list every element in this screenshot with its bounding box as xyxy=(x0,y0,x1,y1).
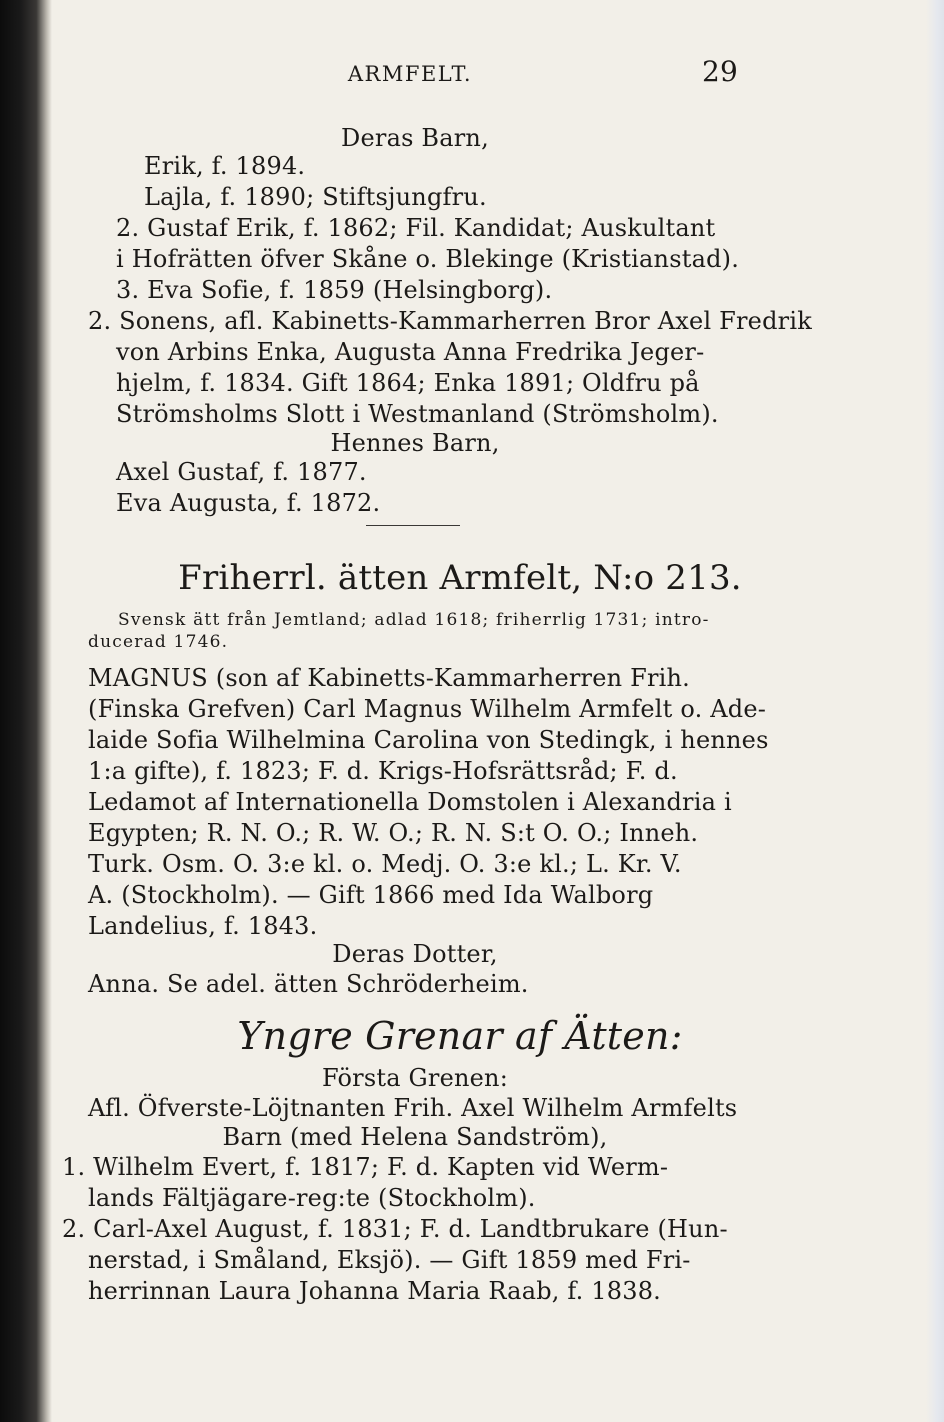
text-line: MAGNUS (son af Kabinetts-Kammarherren Frih. xyxy=(88,664,690,692)
text-line: hjelm, f. 1834. Gift 1864; Enka 1891; Oldfru på xyxy=(116,369,700,397)
text-line: Erik, f. 1894. xyxy=(144,152,306,180)
text-line: laide Sofia Wilhelmina Carolina von Stedingk, i hennes xyxy=(88,726,769,754)
text-line: Anna. Se adel. ätten Schröderheim. xyxy=(88,970,529,998)
text-line: Svensk ätt från Jemtland; adlad 1618; friherrlig 1731; intro- xyxy=(118,610,710,630)
text-line: nerstad, i Småland, Eksjö). — Gift 1859 med Fri- xyxy=(88,1246,691,1274)
section-heading: Deras Dotter, xyxy=(332,940,498,968)
page-number: 29 xyxy=(702,55,739,88)
text-line: ducerad 1746. xyxy=(88,632,229,652)
text-line: 2. Carl-Axel August, f. 1831; F. d. Landtbrukare (Hun- xyxy=(62,1215,728,1243)
text-line: A. (Stockholm). — Gift 1866 med Ida Walborg xyxy=(88,881,654,909)
section-heading: Barn (med Helena Sandström), xyxy=(222,1123,608,1151)
text-line: Landelius, f. 1843. xyxy=(88,912,318,940)
text-line: Axel Gustaf, f. 1877. xyxy=(116,458,367,486)
text-line: 2. Sonens, afl. Kabinetts-Kammarherren Bror Axel Fredrik xyxy=(88,307,812,335)
text-line: Lajla, f. 1890; Stiftsjungfru. xyxy=(144,183,487,211)
section-heading: Deras Barn, xyxy=(341,124,489,152)
page-title: Friherrl. ätten Armfelt, N:o 213. xyxy=(178,558,742,598)
section-heading: Första Grenen: xyxy=(321,1064,508,1092)
divider xyxy=(366,525,460,526)
text-line: Afl. Öfverste-Löjtnanten Frih. Axel Wilhelm Armfelts xyxy=(88,1094,738,1122)
section-heading: Hennes Barn, xyxy=(330,429,500,457)
text-line: Ledamot af Internationella Domstolen i Alexandria i xyxy=(88,788,732,816)
text-line: (Finska Grefven) Carl Magnus Wilhelm Armfelt o. Ade- xyxy=(88,695,767,723)
text-line: Eva Augusta, f. 1872. xyxy=(116,489,381,517)
text-line: i Hofrätten öfver Skåne o. Blekinge (Kristianstad). xyxy=(116,245,740,273)
text-line: herrinnan Laura Johanna Maria Raab, f. 1838. xyxy=(88,1277,662,1305)
text-line: 1:a gifte), f. 1823; F. d. Krigs-Hofsrättsråd; F. d. xyxy=(88,757,678,785)
text-line: 3. Eva Sofie, f. 1859 (Helsingborg). xyxy=(116,276,553,304)
text-line: Egypten; R. N. O.; R. W. O.; R. N. S:t O. O.; Inneh. xyxy=(88,819,699,847)
subtitle: Yngre Grenar af Ätten: xyxy=(237,1014,683,1058)
text-line: 2. Gustaf Erik, f. 1862; Fil. Kandidat; Auskultant xyxy=(116,214,716,242)
text-line: Strömsholms Slott i Westmanland (Strömsholm). xyxy=(116,400,719,428)
text-line: von Arbins Enka, Augusta Anna Fredrika Jeger- xyxy=(116,338,705,366)
text-line: Turk. Osm. O. 3:e kl. o. Medj. O. 3:e kl.; L. Kr. V. xyxy=(88,850,682,878)
text-line: 1. Wilhelm Evert, f. 1817; F. d. Kapten vid Werm- xyxy=(62,1153,669,1181)
running-head: ARMFELT. xyxy=(347,62,473,86)
text-line: lands Fältjägare-reg:te (Stockholm). xyxy=(88,1184,536,1212)
